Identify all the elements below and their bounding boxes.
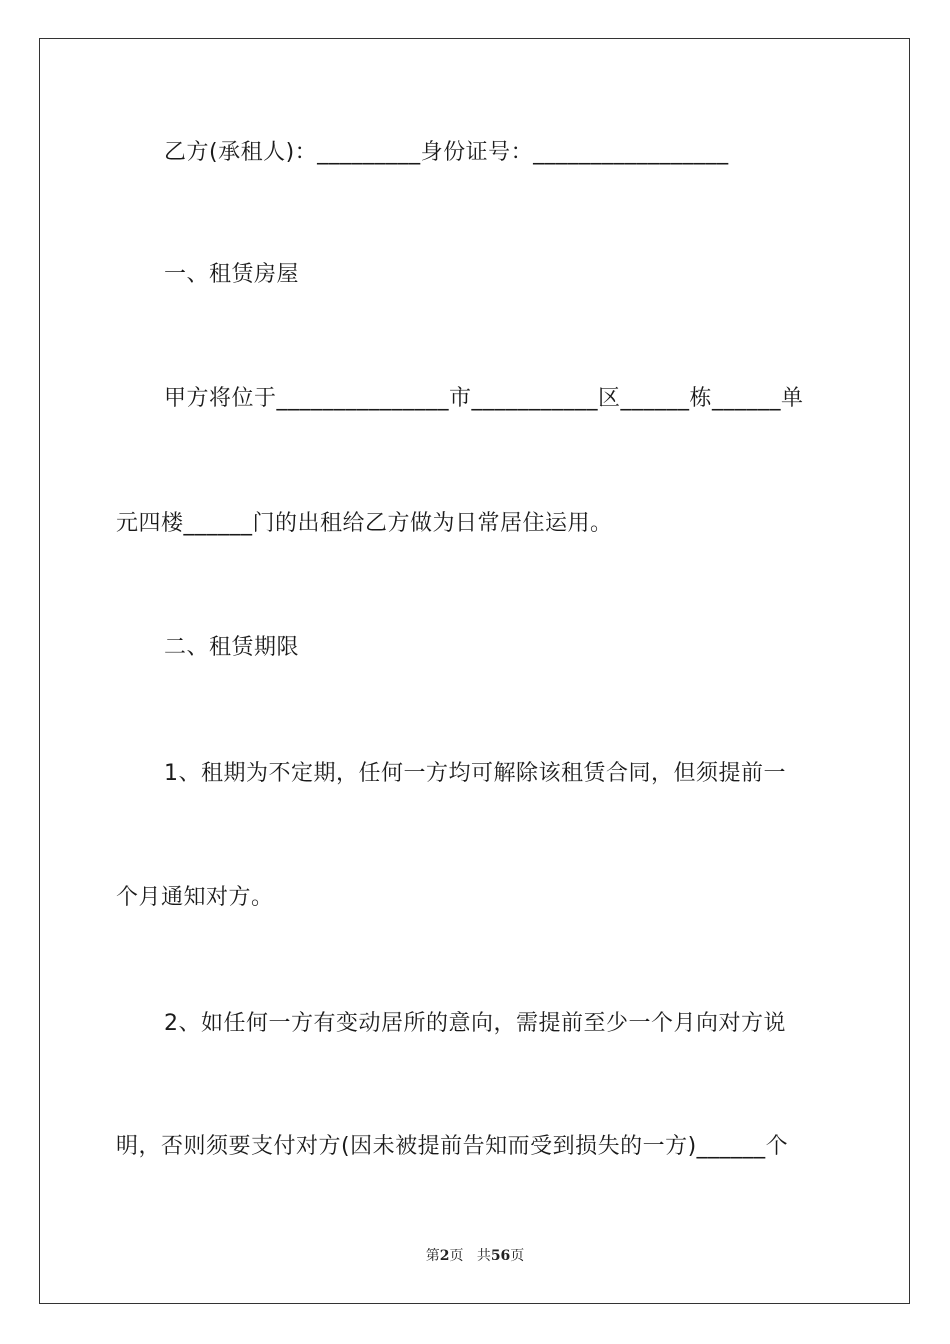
footer-total-prefix: 共 <box>476 1248 491 1264</box>
paragraph-term-clause-1-cont: 个月通知对方。 <box>116 885 274 910</box>
footer-page-label: 页 <box>449 1248 464 1264</box>
footer-prefix: 第 <box>425 1248 440 1264</box>
paragraph-property-location-cont: 元四楼______门的出租给乙方做为日常居住运用。 <box>116 511 613 536</box>
page-number-footer <box>0 1246 950 1266</box>
paragraph-property-location: 甲方将位于_______________市___________区______栋______单 <box>164 386 804 411</box>
footer-total-label: 页 <box>510 1248 525 1264</box>
section-heading-rental-property: 一、租赁房屋 <box>164 262 300 287</box>
footer-current-page: 2 <box>439 1248 450 1264</box>
section-heading-rental-term: 二、租赁期限 <box>164 635 300 660</box>
paragraph-term-clause-2: 2、如任何一方有变动居所的意向，需提前至少一个月向对方说 <box>164 1011 786 1036</box>
page-frame <box>39 38 910 1304</box>
paragraph-term-clause-2-cont: 明，否则须要支付对方(因未被提前告知而受到损失的一方)______个 <box>116 1134 789 1159</box>
paragraph-party-b-info: 乙方(承租人)：_________身份证号：_________________ <box>164 140 729 165</box>
footer-total-pages: 56 <box>490 1248 511 1264</box>
paragraph-term-clause-1: 1、租期为不定期，任何一方均可解除该租赁合同，但须提前一 <box>164 761 786 786</box>
